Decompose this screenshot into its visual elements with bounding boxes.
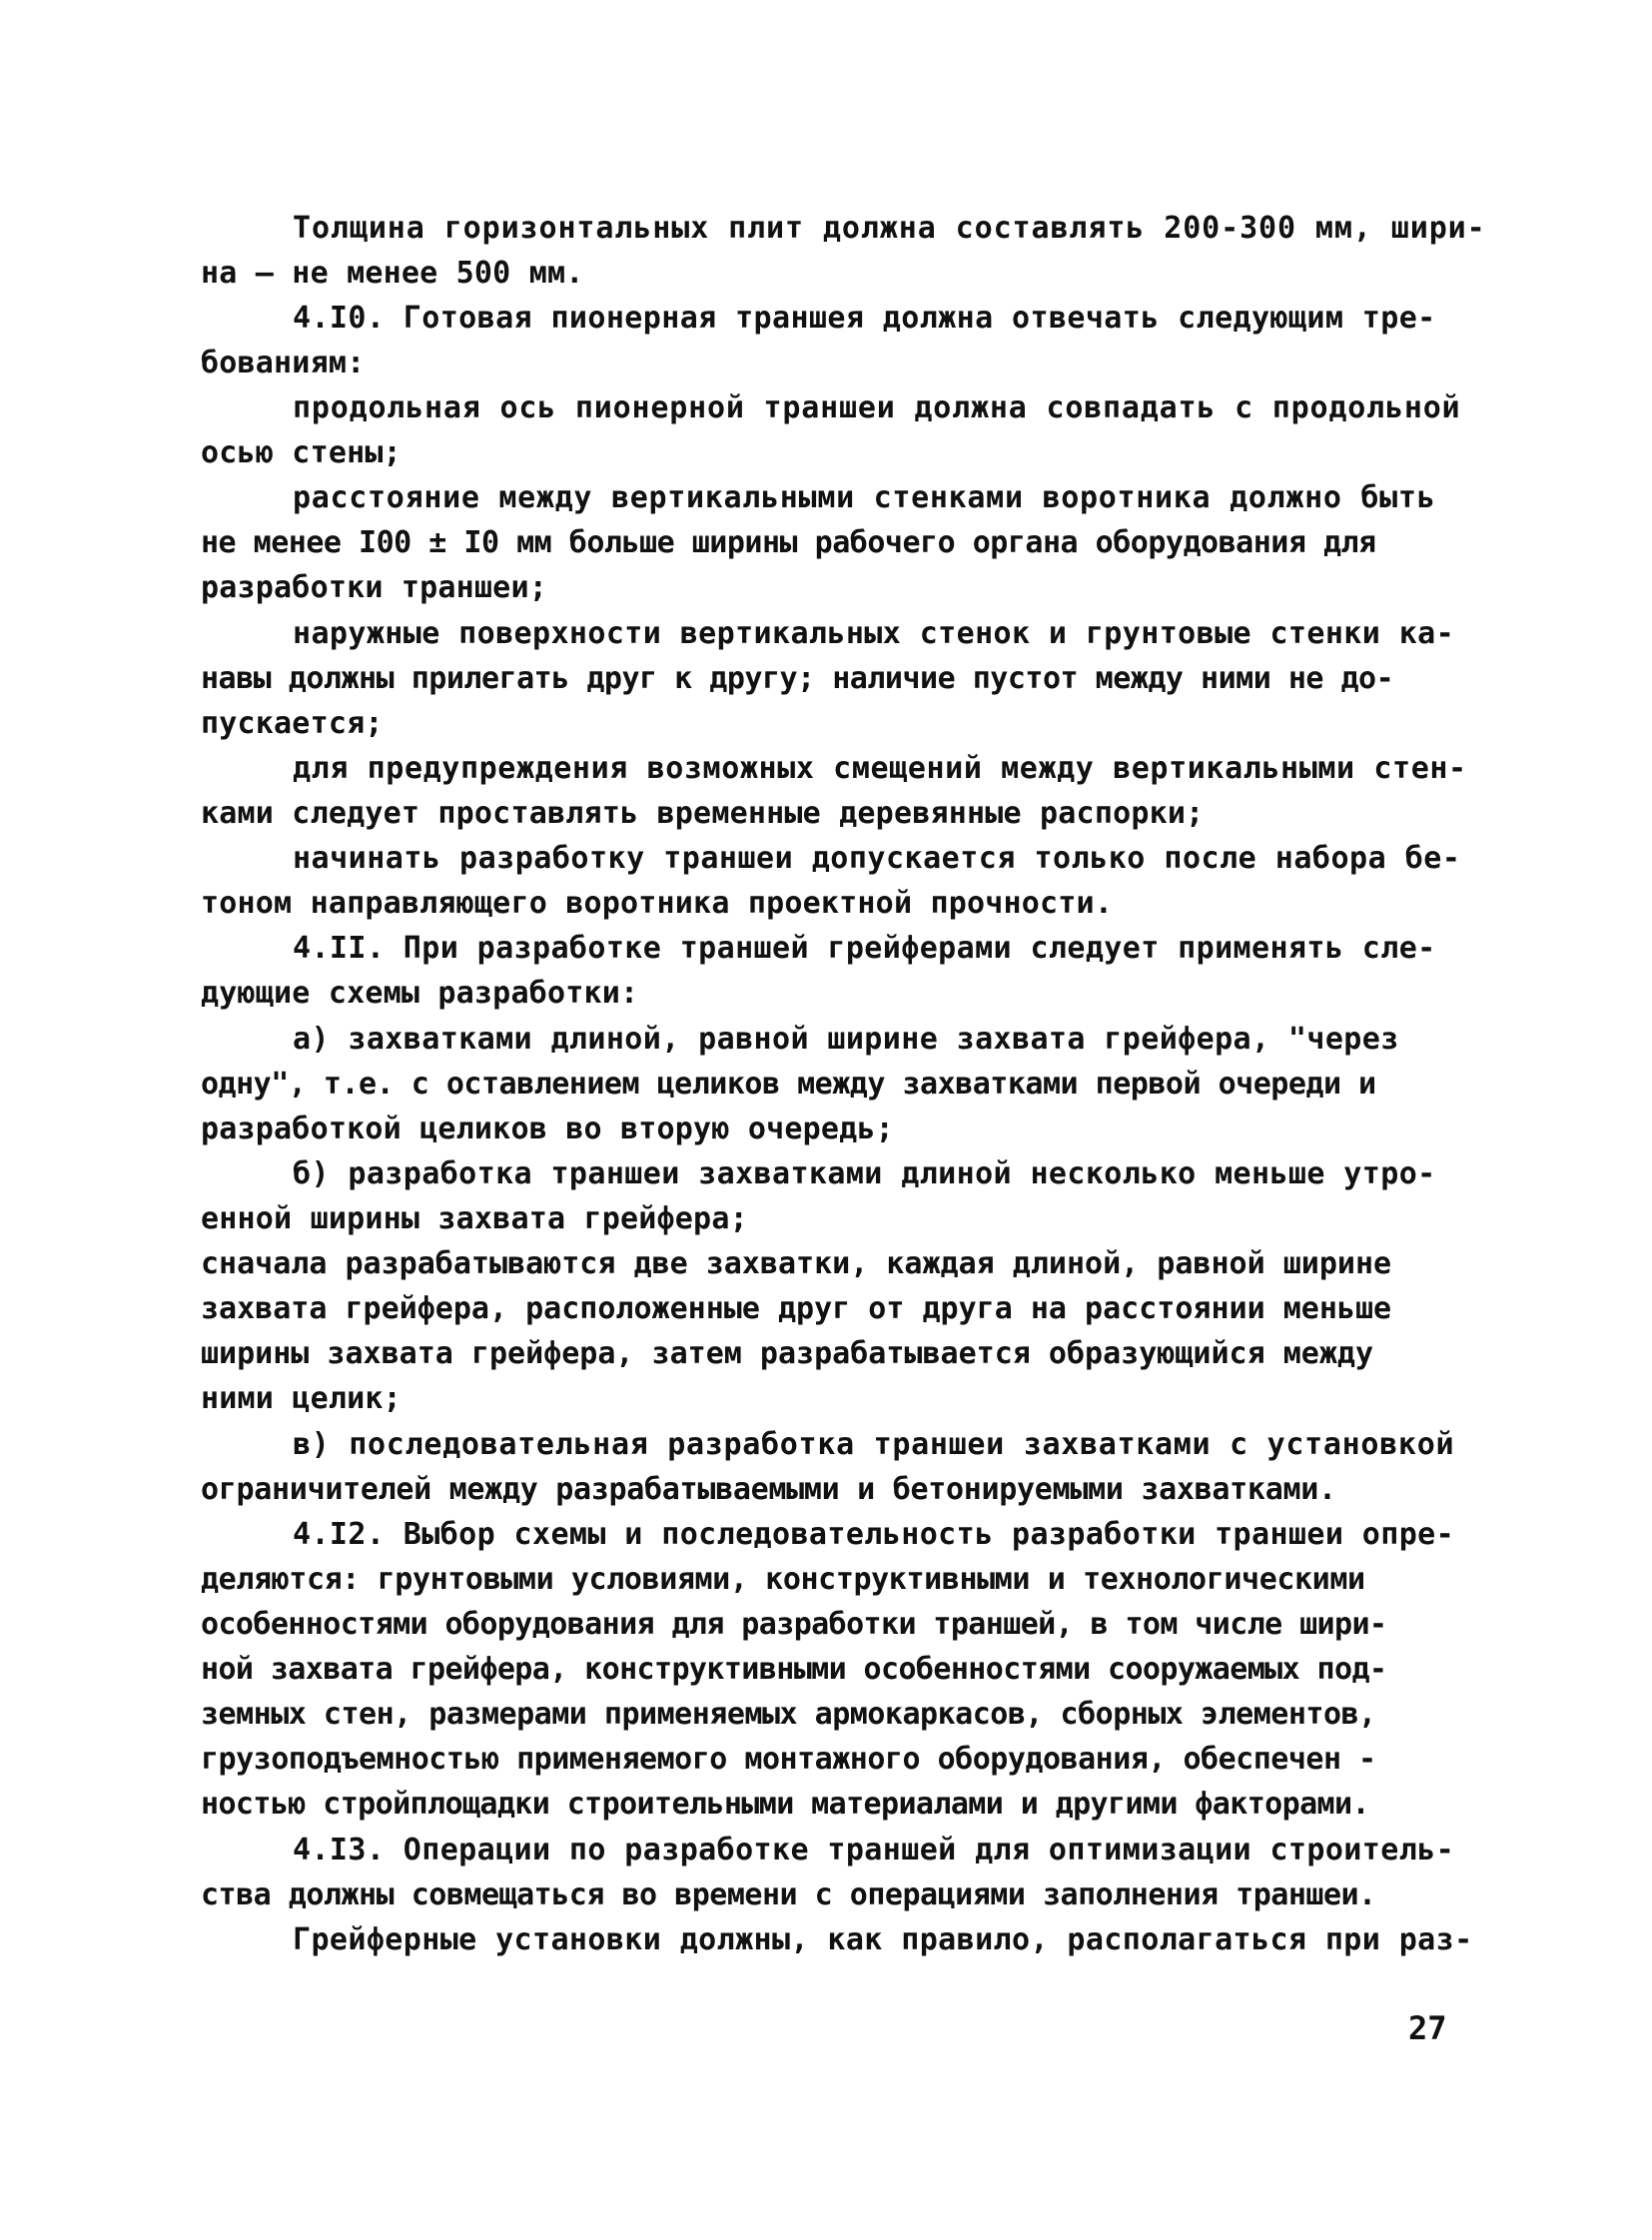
text-line: наружные поверхности вертикальных стенок и грунтовые стенки ка- [293,616,1455,651]
text-line: енной ширины захвата грейфера; [201,1201,748,1236]
text-line: деляются: грунтовыми условиями, конструктивными и технологическими [201,1562,1365,1597]
text-line: ними целик; [201,1381,402,1416]
text-line: 4.II. При разработке траншей грейферами следует применять сле- [293,931,1436,966]
text-line: тоном направляющего воротника проектной прочности. [201,886,1114,921]
text-line: а) захватками длиной, равной ширине захвата грейфера, "через [293,1022,1399,1057]
text-line: ства должны совмещаться во времени с операциями заполнения траншеи. [201,1877,1376,1912]
text-line: разработкой целиков во вторую очередь; [201,1112,894,1146]
text-line: осью стены; [201,435,402,470]
text-line: разработки траншеи; [201,570,547,605]
text-line: ширины захвата грейфера, затем разрабатывается образующийся между [201,1336,1373,1371]
text-line: одну", т.е. с оставлением целиков между захватками первой очереди и [201,1067,1376,1102]
text-line: для предупреждения возможных смещений между вертикальными стен- [293,751,1467,786]
text-line: бованиям: [201,346,366,380]
text-line: ограничителей между разрабатываемыми и бетонируемыми захватками. [201,1472,1336,1507]
text-line: ностью стройплощадки строительными материалами и другими факторами. [201,1787,1369,1822]
text-line: Грейферные установки должны, как правило, располагаться при раз- [293,1922,1473,1957]
page-number: 27 [1408,2009,1447,2047]
text-line: пускается; [201,706,384,741]
text-line: начинать разработку траншеи допускается только после набора бе- [293,841,1461,876]
text-line: навы должны прилегать друг к другу; наличие пустот между ними не до- [201,661,1394,696]
text-line: земных стен, размерами применяемых армокаркасов, сборных элементов, [201,1697,1376,1732]
text-line: продольная ось пионерной траншеи должна совпадать с продольной [293,390,1461,425]
text-line: захвата грейфера, расположенные друг от друга на расстоянии меньше [201,1291,1392,1326]
text-line: особенностями оборудования для разработки траншей, в том числе шири- [201,1607,1387,1642]
text-line: на – не менее 500 мм. [201,256,584,291]
text-line: 4.I0. Готовая пионерная траншея должна отвечать следующим тре- [293,301,1436,336]
text-line: в) последовательная разработка траншеи захватками с установкой [293,1427,1455,1462]
text-line: не менее I00 ± I0 мм больше ширины рабочего органа оборудования для [201,525,1376,560]
text-line: сначала разрабатываются две захватки, каждая длиной, равной ширине [201,1246,1392,1281]
text-line: Толщина горизонтальных плит должна составлять 200-300 мм, шири- [293,211,1486,246]
text-line: ками следует проставлять временные деревянные распорки; [201,796,1205,831]
text-line: 4.I2. Выбор схемы и последовательность разработки траншеи опре- [293,1517,1455,1552]
text-line: ной захвата грейфера, конструктивными особенностями сооружаемых под- [201,1652,1387,1687]
text-line: дующие схемы разработки: [201,976,639,1011]
text-line: б) разработка траншеи захватками длиной несколько меньше утро- [293,1156,1436,1191]
text-line: 4.I3. Операции по разработке траншей для оптимизации строитель- [293,1833,1455,1867]
text-line: грузоподъемностью применяемого монтажного оборудования, обеспечен - [201,1742,1376,1777]
text-line: расстояние между вертикальными стенками воротника должно быть [293,480,1436,515]
